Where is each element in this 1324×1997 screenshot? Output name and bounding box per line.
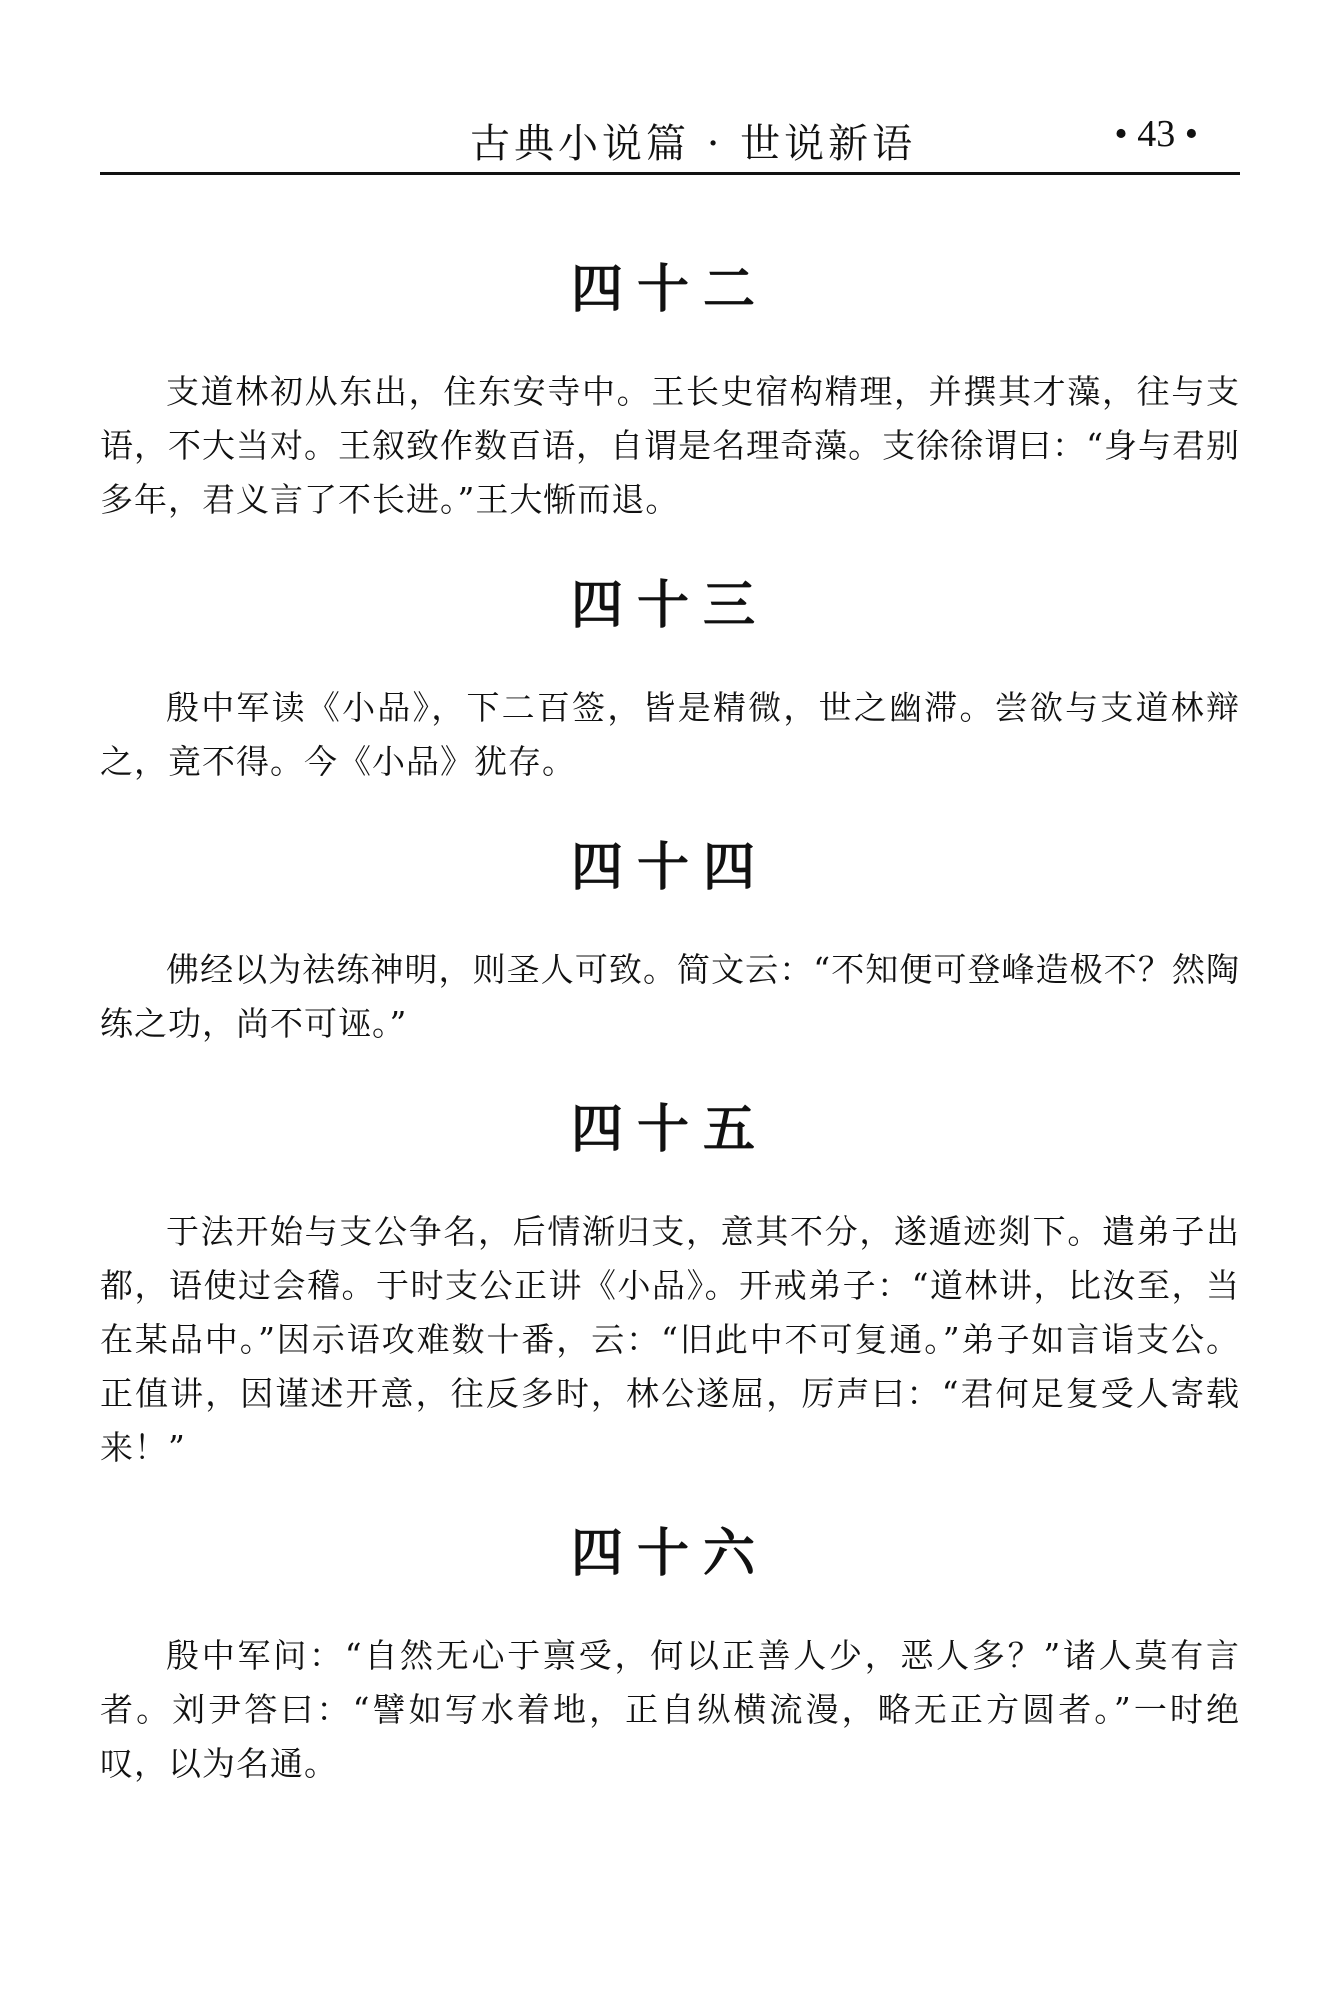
page-number: • 43 • — [1114, 113, 1198, 155]
section-heading: 四十二 — [570, 260, 769, 320]
section-heading: 四十三 — [570, 576, 769, 636]
page-content — [100, 255, 1240, 1791]
running-header-title: 古典小说篇 · 世说新语 — [470, 121, 917, 167]
section-heading: 四十六 — [570, 1524, 769, 1584]
section-paragraph: 支道林初从东出，住东安寺中。王长史宿构精理，并撰其才藻，往与支语，不大当对。王叙致作数百语，自谓是名理奇藻。支徐徐谓曰：“身与君别多年，君义言了不长进。”王大惭而退。 — [100, 372, 1240, 519]
section-paragraph: 殷中军读《小品》，下二百签，皆是精微，世之幽滞。尝欲与支道林辩之，竟不得。今《小品》犹存。 — [100, 688, 1240, 781]
section-heading: 四十四 — [570, 838, 769, 898]
section-heading: 四十五 — [570, 1100, 769, 1160]
running-header — [100, 100, 1240, 175]
section-paragraph: 佛经以为祛练神明，则圣人可致。简文云：“不知便可登峰造极不？然陶练之功，尚不可诬。” — [100, 950, 1240, 1043]
section-paragraph: 于法开始与支公争名，后情渐归支，意其不分，遂遁迹剡下。遣弟子出都，语使过会稽。于时支公正讲《小品》。开戒弟子：“道林讲，比汝至，当在某品中。”因示语攻难数十番，云：“旧此中不可复通。”弟子如言诣支公。正值讲，因谨述开意，往反多时，林公遂屈，厉声曰：“君何足复受人寄载来！” — [100, 1212, 1240, 1467]
section-paragraph: 殷中军问：“自然无心于禀受，何以正善人少，恶人多？”诸人莫有言者。刘尹答曰：“譬如写水着地，正自纵横流漫，略无正方圆者。”一时绝叹，以为名通。 — [100, 1636, 1240, 1783]
